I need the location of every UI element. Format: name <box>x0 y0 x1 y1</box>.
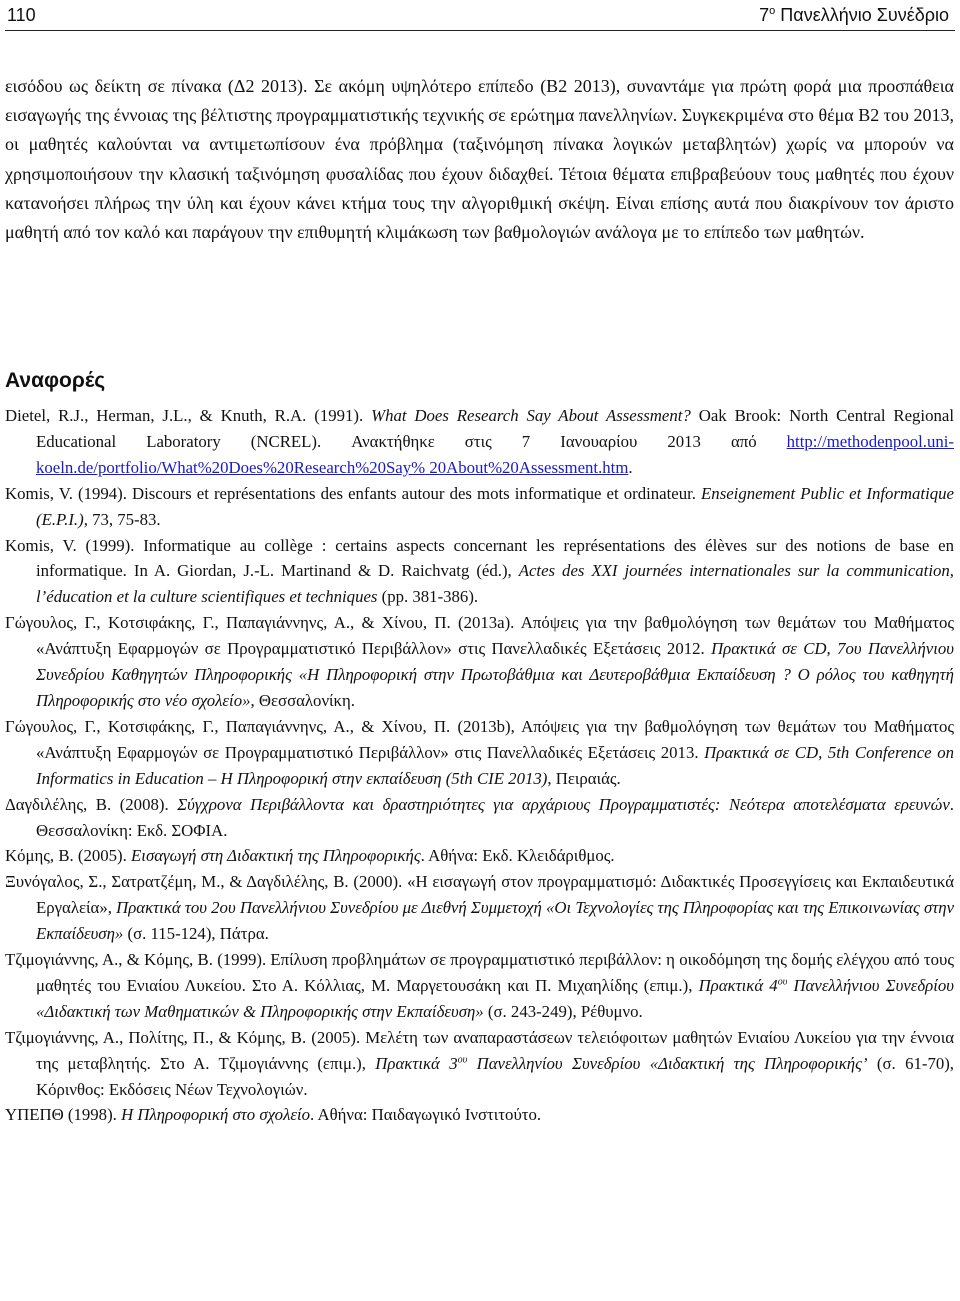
ordinal-suffix: ου <box>777 976 788 988</box>
reference-text: (pp. 381-386). <box>377 587 479 607</box>
reference-title: Πρακτικά 3 <box>375 1053 458 1073</box>
reference-title: Πανελληνίου Συνεδρίου «Διδακτική της Πληροφορικής’ <box>467 1053 868 1073</box>
reference-title: Εισαγωγή στη Διδακτική της Πληροφορικής <box>131 846 421 866</box>
conference-name: Πανελλήνιο Συνέδριο <box>775 5 949 25</box>
ordinal-suffix: ο <box>769 5 776 17</box>
reference-text: (σ. 243-249), Ρέθυμνο. <box>483 1001 643 1021</box>
page-number: 110 <box>7 5 36 25</box>
reference-title: Πρακτικά σε CD, 7ου Πανελλήνιου Συνεδρίου Καθηγητών Πληροφορικής «Η Πληροφορική στην Πρωτοβάθμια και Δευτεροβάθμια Εκπαίδευση ? Ο ρόλος του καθηγητή Πληροφορικής στο νέο σχολείο» <box>36 639 954 710</box>
reference-text: . <box>628 457 633 477</box>
reference-text: Dietel, R.J., Herman, J.L., & Knuth, R.A. (1991). <box>5 406 372 425</box>
reference-text: (σ. 61-70), Κόρινθος: Εκδόσεις Νέων Τεχνολογιών. <box>36 1053 955 1099</box>
reference-text: Komis, V. (1994). Discours et représentations des enfants autour des mots informatique et ordinateur. <box>5 483 702 503</box>
reference-text: , Πειραιάς. <box>547 768 621 788</box>
reference-text: Ξυνόγαλος, Σ., Σατρατζέμη, Μ., & Δαγδιλέλης, Β. (2000). «Η εισαγωγή στον προγραμματισμό: Διδακτικές Προσεγγίσεις και Εκπαιδευτικά Εργαλεία», <box>5 872 954 918</box>
reference-item <box>5 610 954 714</box>
reference-title: Πρακτικά σε CD, 5th Conference on Informatics in Education – Η Πληροφορική στην εκπαίδευση (5th CIE 2013) <box>36 742 954 788</box>
reference-text: Γώγουλος, Γ., Κοτσιφάκης, Γ., Παπαγιάννηνς, Α., & Χίνου, Π. (2013b), Απόψεις για την βαθμολόγηση των θεμάτων του Μαθήματος «Ανάπτυξη Εφαρμογών σε Προγραμματιστικό Περιβάλλον» στις Πανελλαδικές Εξετάσεις 2013. <box>5 716 954 762</box>
reference-text: , Θεσσαλονίκη. <box>250 690 355 710</box>
ordinal-suffix: ου <box>457 1054 468 1066</box>
reference-text: (σ. 115-124), Πάτρα. <box>123 924 269 944</box>
body-paragraph: εισόδου ως δείκτη σε πίνακα (Δ2 2013). Σε ακόμη υψηλότερο επίπεδο (Β2 2013), συναντάμε για πρώτη φορά μια προσπάθεια εισαγωγής της έννοιας της βέλτιστης προγραμματιστικής τεχνικής σε ερώτημα πανελληνίων. Συγκεκριμένα στο θέμα Β2 του 2013, οι μαθητές καλούνται να αντιμετωπίσουν ένα πρόβλημα (ταξινόμηση πίνακα λογικών μεταβλητών) χωρίς να μπορούν να χρησιμοποιήσουν την κλασική ταξινόμηση φυσαλίδας που έχουν διδαχθεί. Τέτοια θέματα επιβραβεύουν τους μαθητές που έχουν κατανοήσει πλήρως την ύλη και έχουν κάνει κτήμα τους την αλγοριθμική σκέψη. Είναι επίσης αυτά που διακρίνουν τον άριστο μαθητή από τον καλό και παράγουν την επιθυμητή κλιμάκωση των βαθμολογιών ανάλογα με το επίπεδο των μαθητών. <box>5 76 954 243</box>
link-text: 20About%20Assessment.htm <box>429 457 629 477</box>
reference-text: ΥΠΕΠΘ (1998). <box>5 1105 122 1125</box>
reference-title: Πρακτικά 4 <box>698 975 778 995</box>
reference-item <box>5 403 954 481</box>
reference-text: . Αθήνα: Εκδ. Κλειδάριθμος. <box>420 846 615 866</box>
reference-title: Σύγχρονα Περιβάλλοντα και δραστηριότητες για αρχάριους Προγραμματιστές: Νεότερα αποτελέσματα ερευνών <box>177 794 950 814</box>
reference-title: Enseignement Public et Informatique (E.P.I.) <box>36 483 954 529</box>
reference-text: Τζιμογιάννης, Α., Πολίτης, Π., & Κόμης, Β. (2005). Μελέτη των αναπαραστάσεων τελειόφοιτων μαθητών Ενιαίου Λυκείου για την έννοια της μεταβλητής. Στο Α. Τζιμογιάννης (επιμ.), <box>5 1027 954 1073</box>
reference-title: Actes des XXI journées internationales sur la communication, l’éducation et la culture scientifiques et techniques <box>36 561 954 607</box>
reference-text: Γώγουλος, Γ., Κοτσιφάκης, Γ., Παπαγιάννηνς, Α., & Χίνου, Π. (2013a). Απόψεις για την βαθμολόγηση των θεμάτων του Μαθήματος «Ανάπτυξη Εφαρμογών σε Προγραμματιστικό Περιβάλλον» στις Πανελλαδικές Εξετάσεις 2012. <box>5 613 954 659</box>
reference-title: What Does Research Say About Assessment? <box>371 406 691 425</box>
reference-item <box>5 792 954 844</box>
reference-text: Komis, V. (1999). Informatique au collège : certains aspects concernant les représentations des élèves sur des notions de base en informatique. In A. Giordan, J.-L. Martinand & D. Raichvatg (éd.), <box>5 535 954 581</box>
reference-item <box>5 1025 954 1103</box>
conference-title <box>759 0 949 30</box>
reference-item <box>5 869 954 947</box>
reference-item <box>5 533 954 611</box>
reference-title: Πρακτικά του 2ου Πανελλήνιου Συνεδρίου με Διεθνή Συμμετοχή «Οι Τεχνολογίες της Πληροφορίας και της Επικοινωνίας στην Εκπαίδευση» <box>36 898 955 944</box>
reference-item <box>5 714 954 792</box>
references-heading: Αναφορές <box>5 369 106 392</box>
reference-text: Τζιμογιάννης, Α., & Κόμης, Β. (1999). Επίλυση προβλημάτων σε προγραμματιστικό περιβάλλον: η οικοδόμηση της δομής ελέγχου από τους μαθητές του Ενιαίου Λυκείου. Στο Α. Κόλλιας, Μ. Μαργετουσάκη και Π. Μιχαηλίδης (επιμ.), <box>5 950 954 995</box>
reference-item <box>5 947 954 1025</box>
reference-text: Δαγδιλέλης, Β. (2008). <box>5 794 178 814</box>
page-header <box>5 0 955 31</box>
reference-item <box>5 1102 954 1128</box>
reference-text: . Θεσσαλονίκη: Εκδ. ΣΟΦΙΑ. <box>36 794 954 840</box>
reference-title: Πανελλήνιου Συνεδρίου «Διδακτική των Μαθηματικών & Πληροφορικής στην Εκπαίδευση» <box>36 975 954 1021</box>
reference-item <box>5 481 954 533</box>
reference-text: , 73, 75-83. <box>83 509 161 529</box>
link-text: http://methodenpool.uni-koeln.de/portfolio/What%20Does%20Research%20Say% <box>36 431 954 477</box>
reference-list <box>5 403 954 1128</box>
reference-text: . Αθήνα: Παιδαγωγικό Ινστιτούτο. <box>310 1105 542 1125</box>
reference-item <box>5 843 954 869</box>
reference-text: Oak Brook: North Central Regional Educational Laboratory (NCREL). Ανακτήθηκε στις 7 Ιανουαρίου 2013 από <box>36 406 954 451</box>
conference-number: 7 <box>759 5 770 25</box>
reference-text: Κόμης, Β. (2005). <box>5 846 132 866</box>
reference-title: Η Πληροφορική στο σχολείο <box>121 1105 310 1125</box>
